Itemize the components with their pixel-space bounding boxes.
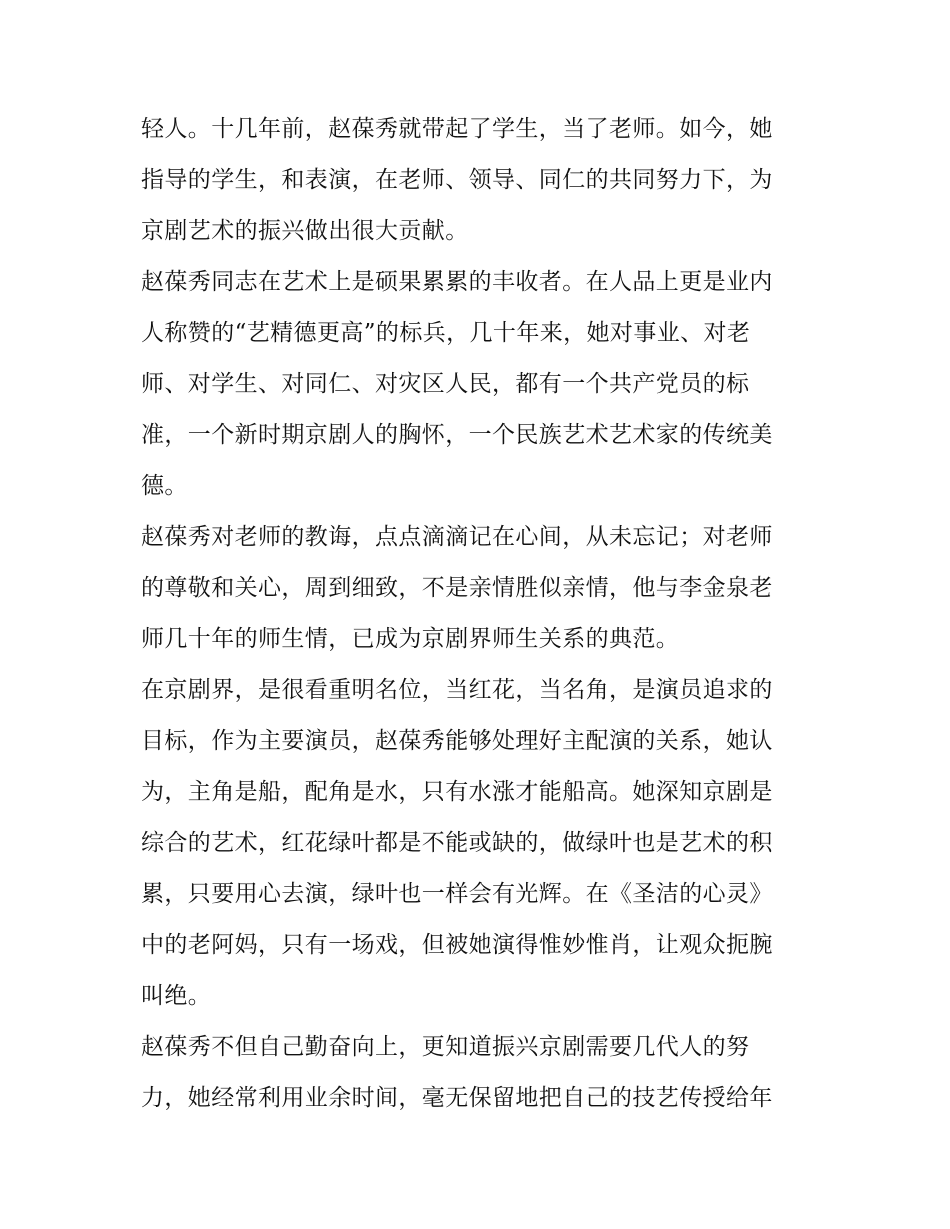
text-line: 力，她经常利用业余时间，毫无保留地把自己的技艺传授给年 <box>141 1085 773 1111</box>
text-line: 赵葆秀对老师的教诲，点点滴滴记在心间，从未忘记；对老师 <box>141 524 773 550</box>
text-line: 赵葆秀同志在艺术上是硕果累累的丰收者。在人品上更是业内 <box>141 269 773 295</box>
text-line: 中的老阿妈，只有一场戏，但被她演得惟妙惟肖，让观众扼腕 <box>141 932 773 958</box>
text-line: 京剧艺术的振兴做出很大贡献。 <box>141 218 469 244</box>
text-line: 师几十年的师生情，已成为京剧界师生关系的典范。 <box>141 626 680 652</box>
text-line: 的尊敬和关心，周到细致，不是亲情胜似亲情，他与李金泉老 <box>141 575 773 601</box>
text-line: 为，主角是船，配角是水，只有水涨才能船高。她深知京剧是 <box>141 779 773 805</box>
text-line: 叫绝。 <box>141 983 212 1009</box>
text-line: 指导的学生，和表演，在老师、领导、同仁的共同努力下，为 <box>141 167 773 193</box>
text-line: 人称赞的“艺精德更高”的标兵，几十年来，她对事业、对老 <box>141 320 751 346</box>
text-line: 德。 <box>141 473 188 499</box>
text-line: 轻人。十几年前，赵葆秀就带起了学生，当了老师。如今，她 <box>141 116 773 142</box>
text-line: 师、对学生、对同仁、对灾区人民，都有一个共产党员的标 <box>141 371 750 397</box>
text-line: 赵葆秀不但自己勤奋向上，更知道振兴京剧需要几代人的努 <box>141 1034 750 1060</box>
text-line: 准，一个新时期京剧人的胸怀，一个民族艺术艺术家的传统美 <box>141 422 773 448</box>
text-line: 目标，作为主要演员，赵葆秀能够处理好主配演的关系，她认 <box>141 728 773 754</box>
text-line: 累，只要用心去演，绿叶也一样会有光辉。在《圣洁的心灵》 <box>141 881 773 907</box>
text-line: 在京剧界，是很看重明名位，当红花，当名角，是演员追求的 <box>141 677 773 703</box>
document-body <box>141 104 813 1124</box>
text-line: 综合的艺术，红花绿叶都是不能或缺的，做绿叶也是艺术的积 <box>141 830 773 856</box>
